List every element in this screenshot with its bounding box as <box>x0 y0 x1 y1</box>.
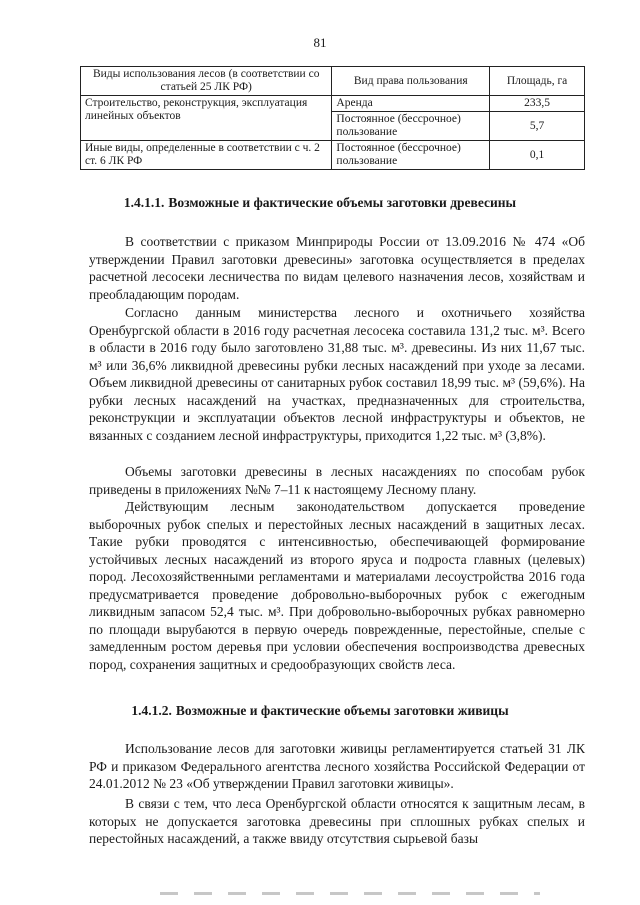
right-type-cell: Постоянное (бессрочное) пользование <box>332 112 490 141</box>
table-row <box>81 141 585 170</box>
header-right-type: Вид права пользования <box>332 67 490 96</box>
table-row <box>81 96 585 112</box>
area-cell: 5,7 <box>490 112 585 141</box>
right-type-cell: Постоянное (бессрочное) пользование <box>332 141 490 170</box>
section-number: 1.4.1.2. <box>131 703 172 718</box>
header-area: Площадь, га <box>490 67 585 96</box>
paragraph: В связи с тем, что леса Оренбургской области относятся к защитным лесам, в которых не допускается заготовка древесины при сплошных рубках спелых и перестойных насаждений, а также ввиду отсутствия сырьевой базы <box>89 796 585 846</box>
paragraph: Объемы заготовки древесины в лесных насаждениях по способам рубок приведены в приложениях №№ 7–11 к настоящему Лесному плану. <box>89 464 585 497</box>
paragraph: Согласно данным министерства лесного и охотничьего хозяйства Оренбургской области в 2016 году расчетная лесосека составила 131,2 тыс. м³. Всего в области в 2016 году было заготовлено 31,88 тыс. м³. древесины. Из них 11,67 тыс. м³ или 36,6% ликвидной древесины рубки лесных насаждений при уходе за лесами. Объем ликвидной древесины от санитарных рубок составил 18,99 тыс. м³ (59,6%). На рубки лесных насаждений на участках, предназначенных для строительства, реконструкции и эксплуатации объектов лесной инфраструктуры и объектов, не вязанных с созданием лесной инфраструктуры, приходится 1,22 тыс. м³ (3,8%). <box>89 305 585 443</box>
area-cell: 0,1 <box>490 141 585 170</box>
page-number: 81 <box>313 35 327 50</box>
section-title: Возможные и фактические объемы заготовки древесины <box>168 195 517 210</box>
section-number: 1.4.1.1. <box>123 195 165 210</box>
area-cell: 233,5 <box>490 96 585 112</box>
section-heading-timber <box>0 195 640 211</box>
use-type-cell: Строительство, реконструкция, эксплуатация линейных объектов <box>81 96 332 141</box>
paragraph: Использование лесов для заготовки живицы регламентируется статьей 31 ЛК РФ и приказом Федерального агентства лесного хозяйства Российской Федерации от 24.01.2012 № 23 «Об утверждении Правил заготовки живицы». <box>89 741 585 791</box>
use-type-cell: Иные виды, определенные в соответствии с ч. 2 ст. 6 ЛК РФ <box>81 141 332 170</box>
section-heading-resin <box>0 703 640 719</box>
header-use-type: Виды использования лесов (в соответствии со статьей 25 ЛК РФ) <box>81 67 332 96</box>
paragraph: Действующим лесным законодательством допускается проведение выборочных рубок спелых и перестойных лесных насаждений в защитных лесах. Такие рубки проводятся с интенсивностью, обеспечивающей формирование устойчивых лесных насаждений из второго яруса и подроста главных (целевых) пород. Лесохозяйственными регламентами и материалами лесоустройства 2016 года предусматривается проведение добровольно-выборочных рубок с ежегодным ликвидным запасом 52,4 тыс. м³. При добровольно-выборочных рубках равномерно по площади вырубаются в первую очередь поврежденные, перестойные, спелые с замедленным ростом деревья при условии обеспечения воспроизводства древесных пород, сохранения защитных и средообразующих свойств леса. <box>89 499 585 672</box>
scan-footer-artifact <box>160 892 540 895</box>
section-title: Возможные и фактические объемы заготовки живицы <box>175 703 509 718</box>
paragraph: В соответствии с приказом Минприроды России от 13.09.2016 № 474 «Об утверждении Правил заготовки древесины» заготовка осуществляется в пределах расчетной лесосеки лесничества по видам целевого назначения лесов, хозяйствам и преобладающим породам. <box>89 234 585 302</box>
table-header-row <box>81 67 585 96</box>
right-type-cell: Аренда <box>332 96 490 112</box>
forest-use-table <box>80 66 585 170</box>
